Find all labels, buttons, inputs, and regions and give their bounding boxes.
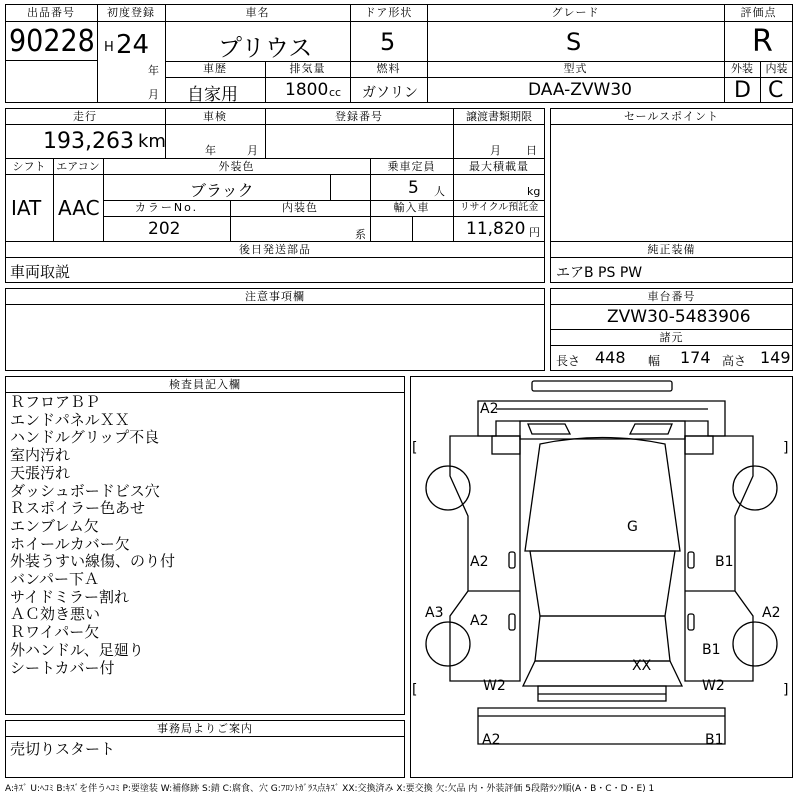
inspection-year-unit: 年 — [205, 144, 216, 157]
legend: A:ｷｽﾞ U:ﾍｺﾐ B:ｷｽﾞを伴うﾍｺﾐ P:要塗装 W:補修跡 S:錆 C:腐食、穴 G:ﾌﾛﾝﾄｶﾞﾗｽ点ｷｽﾞ XX:交換済み X:要交換 欠:欠品 内・外装評価 5段階ﾗﾝｸ順(A・B・C・D・E) 1 — [5, 784, 655, 794]
mark-left-rear-door: A2 — [470, 613, 489, 629]
front-bumper-outline — [478, 401, 725, 436]
note-line: サイドミラー割れ — [10, 587, 129, 606]
wheel-rear-right — [733, 622, 777, 666]
label-door: ドア形状 — [364, 6, 413, 19]
grade-value: S — [566, 28, 582, 56]
label-fuel: 燃料 — [376, 62, 401, 75]
history-value: 自家用 — [187, 85, 238, 105]
left-front-handle — [509, 552, 515, 568]
wheel-front-right — [733, 466, 777, 510]
label-ext-color: 外装色 — [218, 160, 255, 173]
left-rear-handle — [509, 614, 515, 630]
wheel-front-left — [426, 466, 470, 510]
capacity-value: 5 — [408, 178, 419, 198]
label-capacity: 乗車定員 — [387, 160, 436, 173]
km-unit: km — [138, 131, 166, 152]
label-chassis: 車台番号 — [647, 290, 696, 303]
note-line: 室内汚れ — [10, 446, 71, 465]
right-front-handle — [688, 552, 694, 568]
label-equipment: 純正装備 — [647, 243, 696, 256]
car-name: プリウス — [218, 34, 313, 62]
note-line: エンドパネルＸＸ — [10, 410, 130, 429]
length-label: 長さ — [556, 354, 581, 368]
recycle-value: 11,820 — [466, 219, 526, 239]
interior-value: C — [768, 78, 784, 103]
note-line: ＡＣ効き悪い — [10, 605, 101, 624]
width-label: 幅 — [648, 354, 661, 368]
rule — [165, 77, 793, 78]
wheel-rear-left — [426, 622, 470, 666]
color-no-value: 202 — [148, 219, 181, 239]
ac-value: AAC — [58, 196, 100, 220]
rule — [5, 241, 545, 242]
height-value: 149 — [760, 348, 791, 367]
displacement-value: 1800 — [285, 80, 329, 100]
label-color-no: カラーNo. — [134, 201, 199, 214]
car-diagram — [410, 376, 793, 778]
model-value: DAA-ZVW30 — [528, 80, 633, 100]
right-rear-handle — [688, 614, 694, 630]
label-displacement: 排気量 — [289, 62, 326, 75]
mileage-value: 193,263 — [43, 129, 134, 154]
inspector-notes — [10, 394, 400, 677]
windshield-outline — [525, 438, 680, 552]
kei-unit: 系 — [355, 228, 366, 241]
label-car-name: 車名 — [245, 6, 270, 19]
reg-year: 24 — [116, 30, 150, 60]
note-line: ダッシュボードビス穴 — [10, 481, 160, 500]
rule — [550, 124, 793, 125]
yen-unit: 円 — [529, 226, 540, 239]
exterior-value: D — [734, 78, 751, 103]
label-recycle: リサイクル預託金 — [459, 202, 539, 213]
length-value: 448 — [595, 348, 626, 367]
deadline-day-unit: 日 — [526, 144, 537, 157]
rule — [550, 257, 793, 258]
rule — [5, 257, 545, 258]
mark-rear-panel: XX — [632, 658, 652, 674]
inspection-month-unit: 月 — [247, 144, 258, 157]
label-import: 輸入車 — [393, 201, 430, 214]
cc-unit: cc — [329, 86, 342, 99]
lower-rear-bumper — [478, 708, 725, 744]
rear-window-outline — [535, 616, 670, 661]
rule — [412, 216, 413, 241]
label-caution: 注意事項欄 — [245, 290, 305, 303]
rule — [5, 124, 545, 125]
label-inspector: 検査員記入欄 — [169, 378, 241, 391]
era-h: H — [104, 40, 114, 55]
rule — [550, 304, 793, 305]
right-mirror — [685, 436, 713, 454]
label-reg-number: 登録番号 — [335, 110, 383, 123]
note-line: シートカバー付 — [10, 658, 115, 677]
label-shift: シフト — [12, 160, 46, 173]
fuel-value: ガソリン — [362, 85, 418, 101]
mark-left-rear-fender: W2 — [483, 678, 506, 694]
mark-right-rear-door: B1 — [702, 642, 721, 658]
mark-left-side: A3 — [425, 605, 444, 621]
chassis-value: ZVW30-5483906 — [607, 307, 751, 327]
label-max-load: 最大積載量 — [469, 160, 529, 173]
rule — [550, 345, 793, 346]
label-model: 型式 — [563, 62, 588, 75]
note-line: Ｒワイパー欠 — [10, 623, 100, 642]
rule — [5, 158, 545, 159]
lot-number: 90228 — [9, 24, 95, 59]
label-transfer-deadline: 譲渡書類期限 — [466, 110, 532, 123]
width-value: 174 — [680, 348, 711, 367]
door-value: 5 — [380, 28, 396, 56]
rating-value: R — [752, 24, 773, 59]
note-line: ハンドルグリップ不良 — [10, 428, 160, 447]
note-line: 外ハンドル、足廻り — [10, 640, 144, 659]
rule — [5, 174, 545, 175]
mark-windshield: G — [627, 519, 638, 535]
height-label: 高さ — [722, 354, 747, 368]
label-later-parts: 後日発送部品 — [239, 243, 311, 256]
label-exterior: 外装 — [731, 62, 753, 75]
rule — [330, 174, 331, 200]
label-mileage: 走行 — [73, 110, 97, 123]
rear-trunk-outline — [523, 661, 682, 686]
deadline-month-unit: 月 — [490, 144, 501, 157]
month-unit: 月 — [148, 88, 159, 101]
year-unit: 年 — [148, 64, 159, 77]
rule — [5, 60, 97, 61]
note-line: ホイールカバー欠 — [10, 534, 130, 553]
rule — [550, 329, 793, 330]
ext-color-value: ブラック — [190, 181, 254, 200]
kg-unit: kg — [527, 185, 541, 198]
rule — [5, 304, 545, 305]
label-ac: エアコン — [56, 160, 100, 173]
mark-rear-bumper-left: A2 — [482, 732, 501, 748]
rule — [103, 216, 545, 217]
mark-right-rear-fender: W2 — [702, 678, 725, 694]
label-history: 車歴 — [203, 62, 227, 75]
label-grade: グレード — [551, 6, 600, 19]
front-grille-left — [528, 424, 570, 434]
office-value: 売切りスタート — [10, 740, 116, 758]
roof-outline — [530, 551, 675, 616]
mark-bracket-left-1: [ — [412, 440, 418, 456]
label-interior: 内装 — [765, 62, 788, 75]
front-grille-right — [630, 424, 672, 434]
rule — [5, 736, 405, 737]
mark-right-side: A2 — [762, 605, 781, 621]
label-lot-number: 出品番号 — [27, 6, 75, 19]
note-line: ＲフロアＢＰ — [10, 393, 101, 411]
note-line: Ｒスポイラー色あせ — [10, 499, 146, 518]
label-sales-points: セールスポイント — [623, 110, 719, 123]
mark-bracket-left-2: [ — [412, 682, 418, 698]
note-line: エンブレム欠 — [10, 516, 99, 535]
label-rating: 評価点 — [740, 6, 777, 19]
label-first-reg: 初度登録 — [107, 6, 155, 19]
mark-right-front-door: B1 — [715, 554, 734, 570]
note-line: 天張汚れ — [10, 463, 71, 482]
mark-bracket-right-2: ] — [783, 682, 789, 698]
rule — [550, 241, 793, 242]
note-line: バンパー下Ａ — [10, 570, 99, 589]
later-parts-value: 車両取説 — [10, 263, 71, 281]
label-office: 事務局よりご案内 — [157, 722, 253, 735]
mark-left-front-door: A2 — [470, 554, 489, 570]
label-inspection: 車検 — [203, 110, 227, 123]
shift-value: IAT — [11, 196, 42, 220]
note-line: 外装うすい線傷、のり付 — [10, 552, 176, 571]
rule — [453, 108, 454, 241]
label-specs: 諸元 — [659, 331, 684, 344]
rule — [5, 21, 793, 22]
label-int-color: 内装色 — [282, 201, 318, 214]
mark-rear-bumper-right: B1 — [705, 732, 724, 748]
persons-unit: 人 — [434, 185, 445, 198]
equipment-value: エアB PS PW — [556, 265, 643, 281]
left-mirror — [492, 436, 520, 454]
mark-front-bumper: A2 — [480, 401, 499, 417]
front-bumper-strip — [532, 381, 672, 391]
mark-bracket-right-1: ] — [783, 440, 789, 456]
